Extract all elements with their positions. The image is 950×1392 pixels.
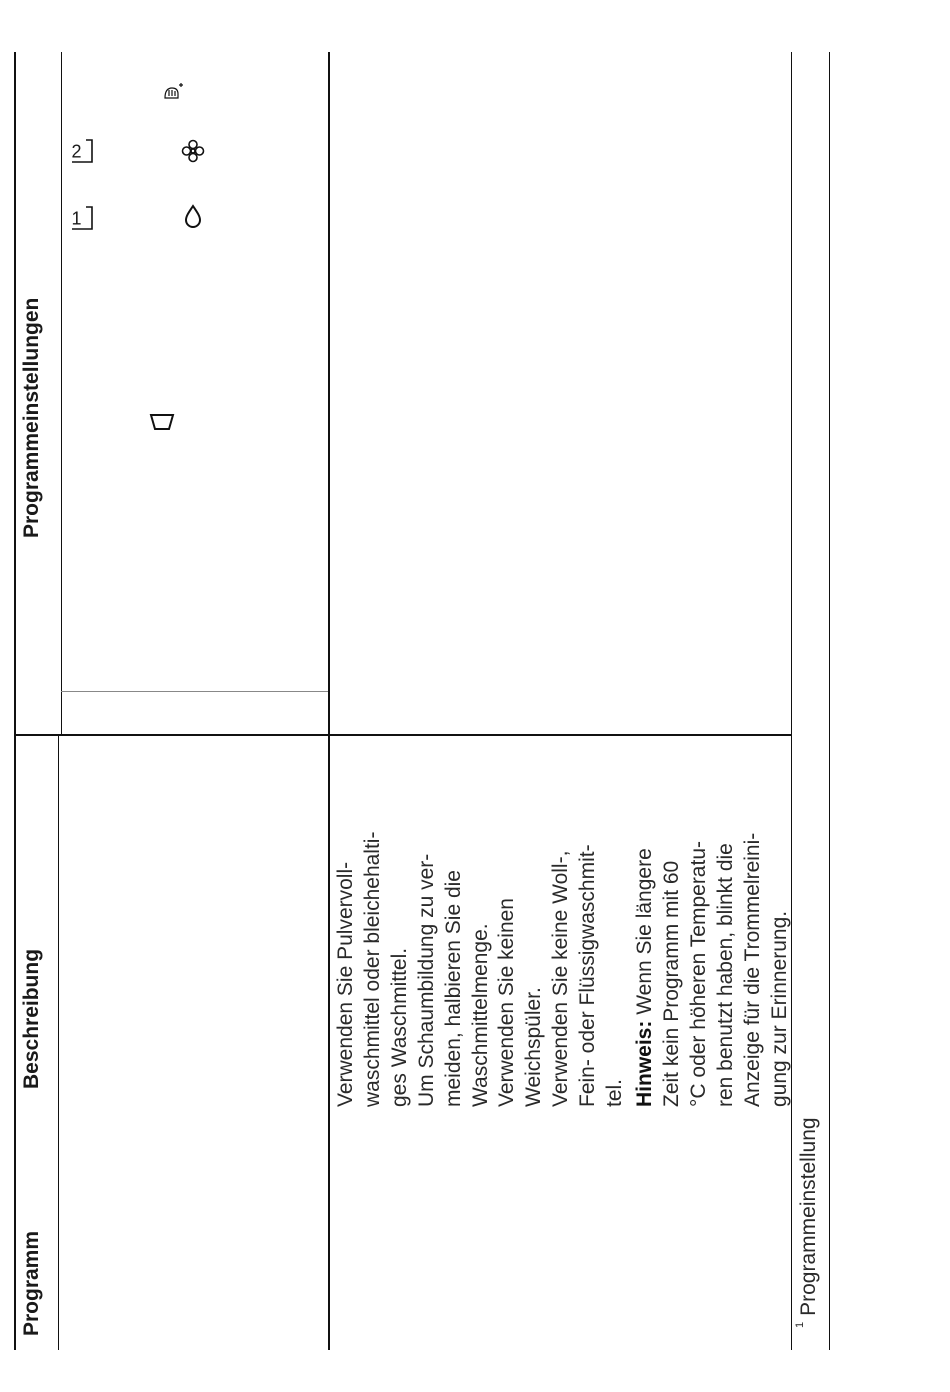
hint-paragraph <box>632 832 659 1107</box>
description-line: Um Schaumbildung zu ver- <box>414 853 438 1107</box>
header-separator-right <box>61 52 62 736</box>
program-description <box>333 832 793 1107</box>
compartment-2-label: 2 <box>71 141 82 162</box>
compartment-2-icon <box>64 130 100 170</box>
fabric-softener-flower-icon <box>178 136 208 166</box>
detergent-compartment-main-icon <box>142 402 182 442</box>
description-line: waschmittel oder bleichehalti- <box>360 831 384 1107</box>
hint-line: ren benutzt haben, blinkt die <box>713 843 737 1107</box>
table-top-line <box>14 52 16 1350</box>
description-line: Verwenden Sie keine Woll-, <box>549 850 573 1107</box>
row-separator <box>328 52 330 1350</box>
description-line: Verwenden Sie keinen <box>495 898 519 1107</box>
footnote-text: Programmeinstellung <box>797 1117 820 1316</box>
hand-plus-icon <box>160 80 186 106</box>
table-bottom-line <box>791 52 792 1350</box>
description-line: Verwenden Sie Pulvervoll- <box>334 861 357 1107</box>
hint-label: Hinweis: <box>632 1020 656 1107</box>
hint-line: gung zur Erinnerung. <box>767 910 791 1107</box>
description-line: Weichspüler. <box>522 987 546 1107</box>
drop-icon <box>178 202 208 232</box>
description-line: Waschmittelmenge. <box>468 923 492 1107</box>
description-line: meiden, halbieren Sie die <box>441 870 465 1107</box>
hint-line: Zeit kein Programm mit 60 <box>659 860 683 1107</box>
column-divider <box>14 734 791 736</box>
description-line: ges Waschmittel. <box>387 947 411 1107</box>
header-programm: Programm <box>20 1230 43 1336</box>
header-separator-left <box>58 736 59 1350</box>
hint-line: Wenn Sie längere <box>632 848 656 1021</box>
footnote <box>794 1117 821 1328</box>
compartment-1-label: 1 <box>71 208 82 229</box>
hint-line: °C oder höheren Temperatu- <box>686 841 710 1107</box>
settings-inner-divider <box>61 691 328 692</box>
hint-line: Anzeige für die Trommelreini- <box>740 832 764 1107</box>
description-line: Fein- oder Flüssigwaschmit- <box>576 844 600 1107</box>
footnote-bottom-line <box>829 52 830 1350</box>
header-programmeinstellungen: Programmeinstellungen <box>20 297 43 538</box>
description-line: tel. <box>603 1078 627 1107</box>
compartment-1-icon <box>64 197 100 237</box>
footnote-marker: 1 <box>794 1321 806 1328</box>
header-beschreibung: Beschreibung <box>20 948 43 1089</box>
